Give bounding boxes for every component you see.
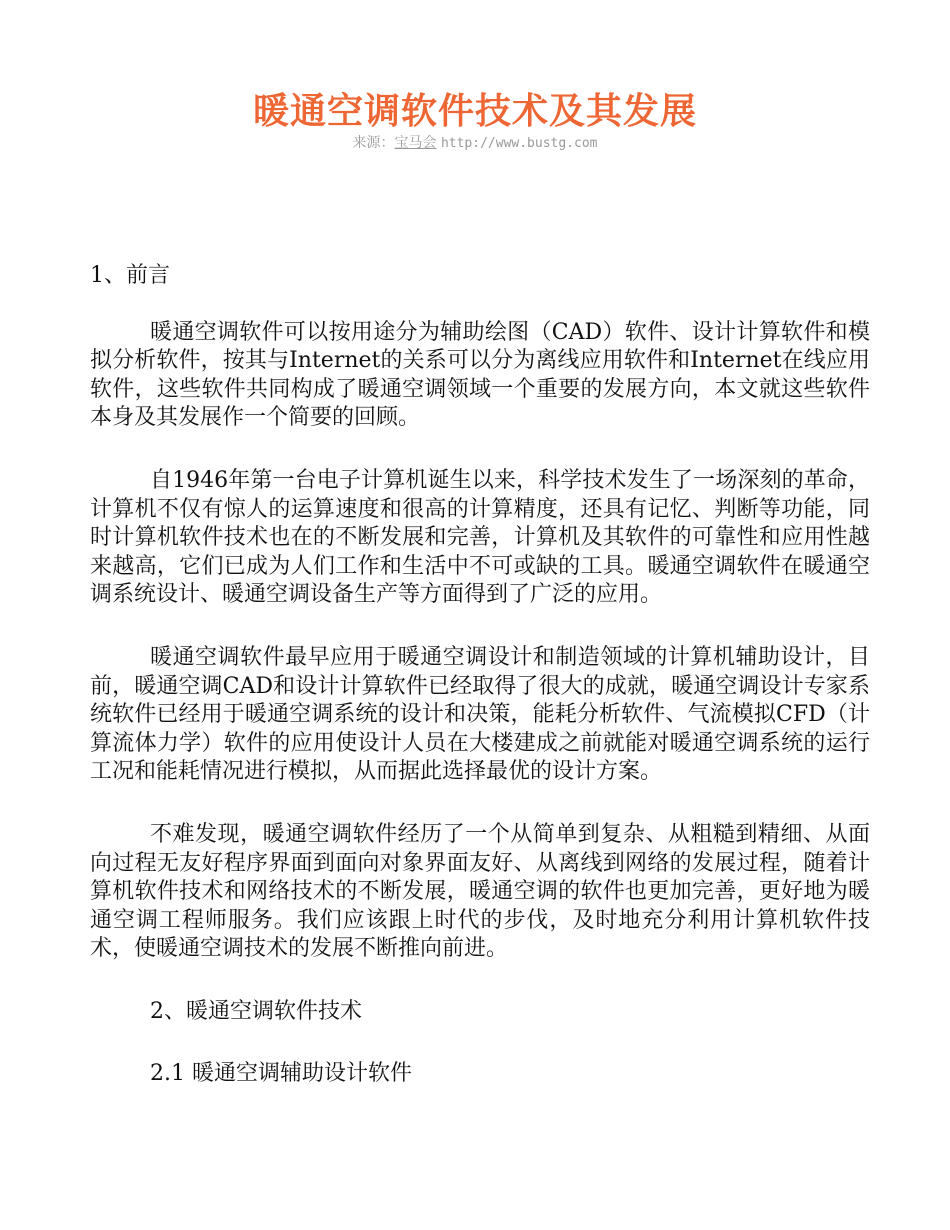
paragraph-3: 暖通空调软件最早应用于暖通空调设计和制造领域的计算机辅助设计，目前，暖通空调CAD和设计计算软件已经取得了很大的成就，暖通空调设计专家系统软件已经用于暖通空调系统的设计和决策，能耗分析软件、气流模拟CFD（计算流体力学）软件的应用使设计人员在大楼建成之前就能对暖通空调系统的运行工况和能耗情况进行模拟，从而据此选择最优的设计方案。 [90,644,870,785]
source-url: http://www.bustg.com [440,136,598,151]
source-link[interactable]: 宝马会 [394,135,437,151]
paragraph-1: 暖通空调软件可以按用途分为辅助绘图（CAD）软件、设计计算软件和模拟分析软件，按其与Internet的关系可以分为离线应用软件和Internet在线应用软件，这些软件共同构成了暖通空调领域一个重要的发展方向，本文就这些软件本身及其发展作一个简要的回顾。 [90,319,870,431]
paragraph-4: 不难发现，暖通空调软件经历了一个从简单到复杂、从粗糙到精细、从面向过程无友好程序界面到面向对象界面友好、从离线到网络的发展过程，随着计算机软件技术和网络技术的不断发展，暖通空调的软件也更加完善，更好地为暖通空调工程师服务。我们应该跟上时代的步伐，及时地充分利用计算机软件技术，使暖通空调技术的发展不断推向前进。 [90,821,870,962]
section-heading-software-tech: 2、暖通空调软件技术 [150,998,362,1024]
section-heading-preface: 1、前言 [90,263,170,288]
document-title: 暖通空调软件技术及其发展 [252,90,697,132]
source-line [0,133,950,154]
source-label: 来源： [352,135,395,151]
subsection-heading-cad-software: 2.1 暖通空调辅助设计软件 [150,1061,412,1087]
article-body [90,262,870,1123]
paragraph-2: 自1946年第一台电子计算机诞生以来，科学技术发生了一场深刻的革命，计算机不仅有惊人的运算速度和很高的计算精度，还具有记忆、判断等功能，同时计算机软件技术也在的不断发展和完善，计算机及其软件的可靠性和应用性越来越高，它们已成为人们工作和生活中不可或缺的工具。暖通空调软件在暖通空调系统设计、暖通空调设备生产等方面得到了广泛的应用。 [90,467,870,608]
